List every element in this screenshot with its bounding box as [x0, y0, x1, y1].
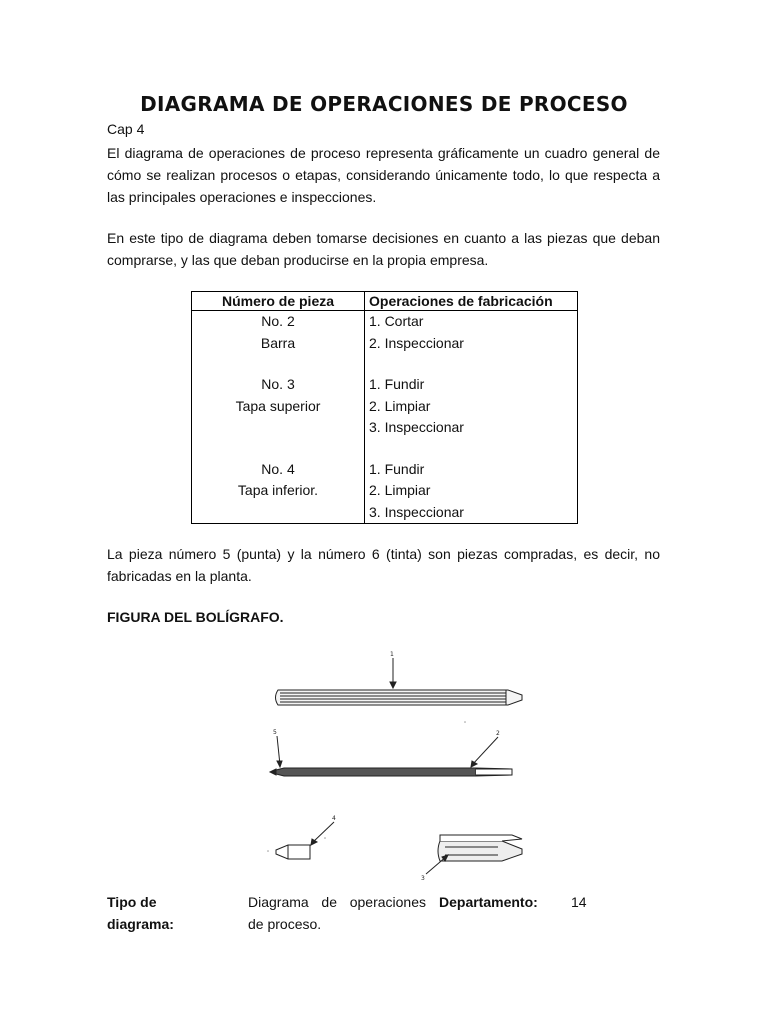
chapter-label: Cap 4: [107, 121, 145, 137]
part-label-3: 3: [421, 875, 425, 882]
table-spacer-row: [192, 439, 578, 459]
piece-cell: [192, 354, 365, 374]
operation-cell: 2. Limpiar: [365, 480, 578, 502]
table-header-row: [192, 292, 578, 311]
arrowhead-1: [390, 682, 396, 688]
table-row: [192, 459, 578, 481]
leader-line-4: [312, 822, 334, 843]
part-label-1: 1: [390, 651, 394, 658]
operation-cell: 2. Limpiar: [365, 396, 578, 418]
piece-cell: No. 2: [192, 311, 365, 333]
speck-mark: [324, 837, 326, 839]
department-label: Departamento:: [439, 894, 538, 910]
leader-line-2: [472, 737, 498, 765]
speck-mark: [267, 850, 269, 852]
part-label-5: 5: [273, 729, 277, 736]
part-label-2: 2: [496, 730, 500, 737]
speck-mark: [464, 721, 466, 723]
piece-cell: Tapa inferior.: [192, 480, 365, 502]
refill-drawing: [270, 768, 512, 776]
upper-cap-drawing: [438, 835, 522, 861]
table-row: [192, 480, 578, 502]
piece-cell: No. 4: [192, 459, 365, 481]
lower-cap-drawing: [276, 845, 310, 859]
piece-cell: [192, 439, 365, 459]
operation-cell: [365, 439, 578, 459]
pen-figure: [240, 644, 530, 884]
operation-cell: [365, 354, 578, 374]
operation-cell: 3. Inspeccionar: [365, 417, 578, 439]
operation-cell: 1. Cortar: [365, 311, 578, 333]
operation-cell: 1. Fundir: [365, 374, 578, 396]
diagram-type-label: Tipo de diagrama:: [107, 894, 174, 932]
arrowhead-4: [311, 839, 317, 845]
piece-cell: Tapa superior: [192, 396, 365, 418]
table-row: [192, 396, 578, 418]
table-row: [192, 374, 578, 396]
figure-title: FIGURA DEL BOLÍGRAFO.: [107, 609, 284, 625]
operation-cell: 2. Inspeccionar: [365, 333, 578, 355]
piece-cell: [192, 502, 365, 524]
department-value: 14: [571, 894, 587, 910]
table-row: [192, 333, 578, 355]
part-label-4: 4: [332, 815, 336, 822]
column-header-operations: Operaciones de fabricación: [365, 292, 578, 311]
table-spacer-row: [192, 354, 578, 374]
operation-cell: 1. Fundir: [365, 459, 578, 481]
arrowhead-2: [471, 761, 477, 767]
decision-paragraph: En este tipo de diagrama deben tomarse decisiones en cuanto a las piezas que deban comprarse, y las que deban producirse en la propia empresa.: [107, 230, 660, 268]
piece-cell: [192, 417, 365, 439]
piece-cell: Barra: [192, 333, 365, 355]
table-row: [192, 417, 578, 439]
arrowhead-5: [277, 761, 282, 767]
intro-paragraph: El diagrama de operaciones de proceso representa gráficamente un cuadro general de cómo se realizan procesos o etapas, considerando únicamente todo, lo que respecta a las principales operaciones e inspecciones.: [107, 145, 660, 205]
diagram-type-value: Diagrama de operaciones de proceso.: [248, 894, 426, 932]
column-header-piece-number: Número de pieza: [192, 292, 365, 311]
table-row: [192, 502, 578, 524]
pen-barrel-drawing: [276, 690, 523, 705]
purchased-parts-paragraph: La pieza número 5 (punta) y la número 6 (tinta) son piezas compradas, es decir, no fabricadas en la planta.: [107, 546, 660, 584]
page-title: DIAGRAMA DE OPERACIONES DE PROCESO: [140, 92, 628, 116]
operations-table: [191, 291, 578, 524]
piece-cell: No. 3: [192, 374, 365, 396]
table-row: [192, 311, 578, 333]
operation-cell: 3. Inspeccionar: [365, 502, 578, 524]
